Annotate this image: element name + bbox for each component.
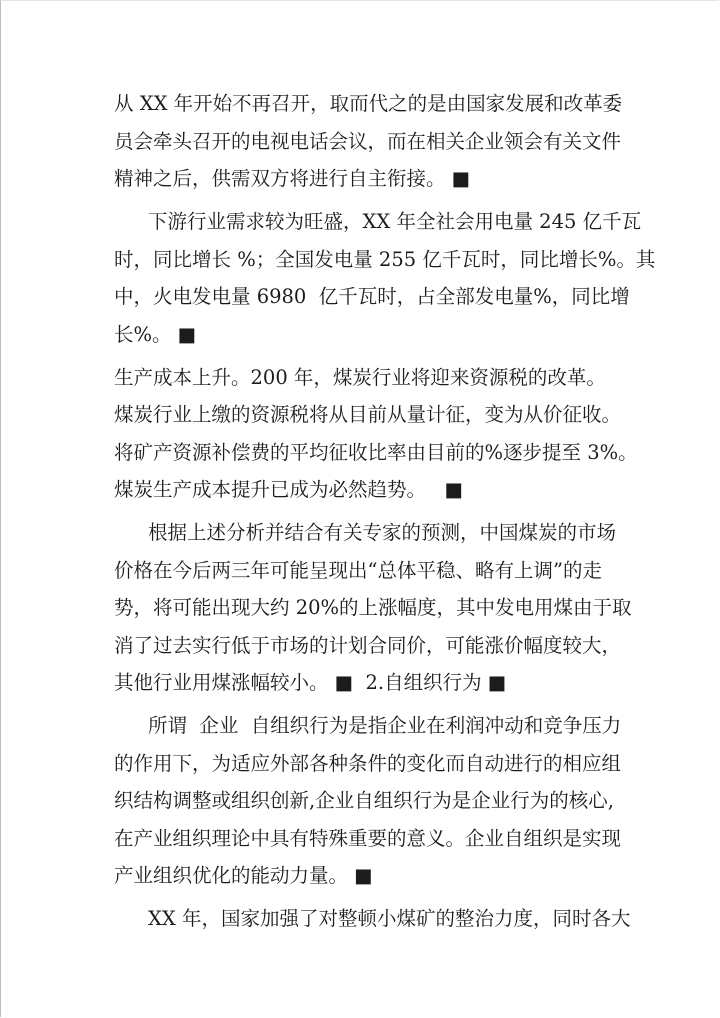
paragraph bbox=[114, 707, 622, 895]
text-line: 的作用下，为适应外部各种条件的变化而自动进行的相应组 bbox=[114, 751, 622, 775]
text-line: 从 XX 年开始不再召开，取而代之的是由国家发展和改革委 bbox=[114, 92, 623, 115]
paragraph bbox=[114, 85, 623, 198]
text-line: 其他行业用煤涨幅较小。 ■ 2.自组织行为 ■ bbox=[114, 671, 507, 694]
text-line: 煤炭生产成本提升已成为必然趋势。 ■ bbox=[114, 478, 464, 501]
text-line: 势，将可能出现大约 20%的上涨幅度，其中发电用煤由于取 bbox=[114, 596, 632, 619]
text-line: 长%。 ■ bbox=[114, 322, 197, 346]
text-line: 精神之后，供需双方将进行自主衔接。 ■ bbox=[114, 167, 471, 190]
text-line: 产业组织优化的能动力量。 ■ bbox=[114, 864, 373, 887]
document-body bbox=[114, 85, 656, 943]
text-line: 所谓 企业 自组织行为是指企业在利润冲动和竞争压力 bbox=[148, 714, 622, 737]
text-line: 将矿产资源补偿费的平均征收比率由目前的%逐步提至 3%。 bbox=[114, 440, 638, 464]
text-line: 下游行业需求较为旺盛，XX 年全社会用电量 245 亿千瓦 bbox=[148, 210, 642, 233]
text-line: 时，同比增长 %；全国发电量 255 亿千瓦时，同比增长%。其 bbox=[114, 247, 656, 271]
text-line: 煤炭行业上缴的资源税将从目前从量计征，变为从价征收。 bbox=[114, 403, 622, 426]
paragraph bbox=[114, 900, 631, 938]
paragraph bbox=[114, 514, 632, 702]
text-line: XX 年，国家加强了对整顿小煤矿的整治力度，同时各大 bbox=[148, 907, 631, 930]
text-line: 生产成本上升。200 年，煤炭行业将迎来资源税的改革。 bbox=[114, 365, 606, 389]
text-line: 在产业组织理论中具有特殊重要的意义。企业自组织是实现 bbox=[114, 826, 622, 850]
paragraph bbox=[114, 203, 656, 353]
text-line: 根据上述分析并结合有关专家的预测，中国煤炭的市场 bbox=[148, 521, 617, 544]
text-line: 消了过去实行低于市场的计划合同价，可能涨价幅度较大， bbox=[114, 633, 622, 657]
text-line: 员会牵头召开的电视电话会议，而在相关企业领会有关文件 bbox=[114, 129, 622, 153]
text-line: 价格在今后两三年可能呈现出“总体平稳、略有上调”的走 bbox=[114, 558, 602, 582]
text-line: 织结构调整或组织创新,企业自组织行为是企业行为的核心, bbox=[114, 789, 614, 812]
text-line: 中，火电发电量 6980 亿千瓦时，占全部发电量%，同比增 bbox=[114, 285, 630, 308]
paragraph bbox=[114, 359, 638, 509]
